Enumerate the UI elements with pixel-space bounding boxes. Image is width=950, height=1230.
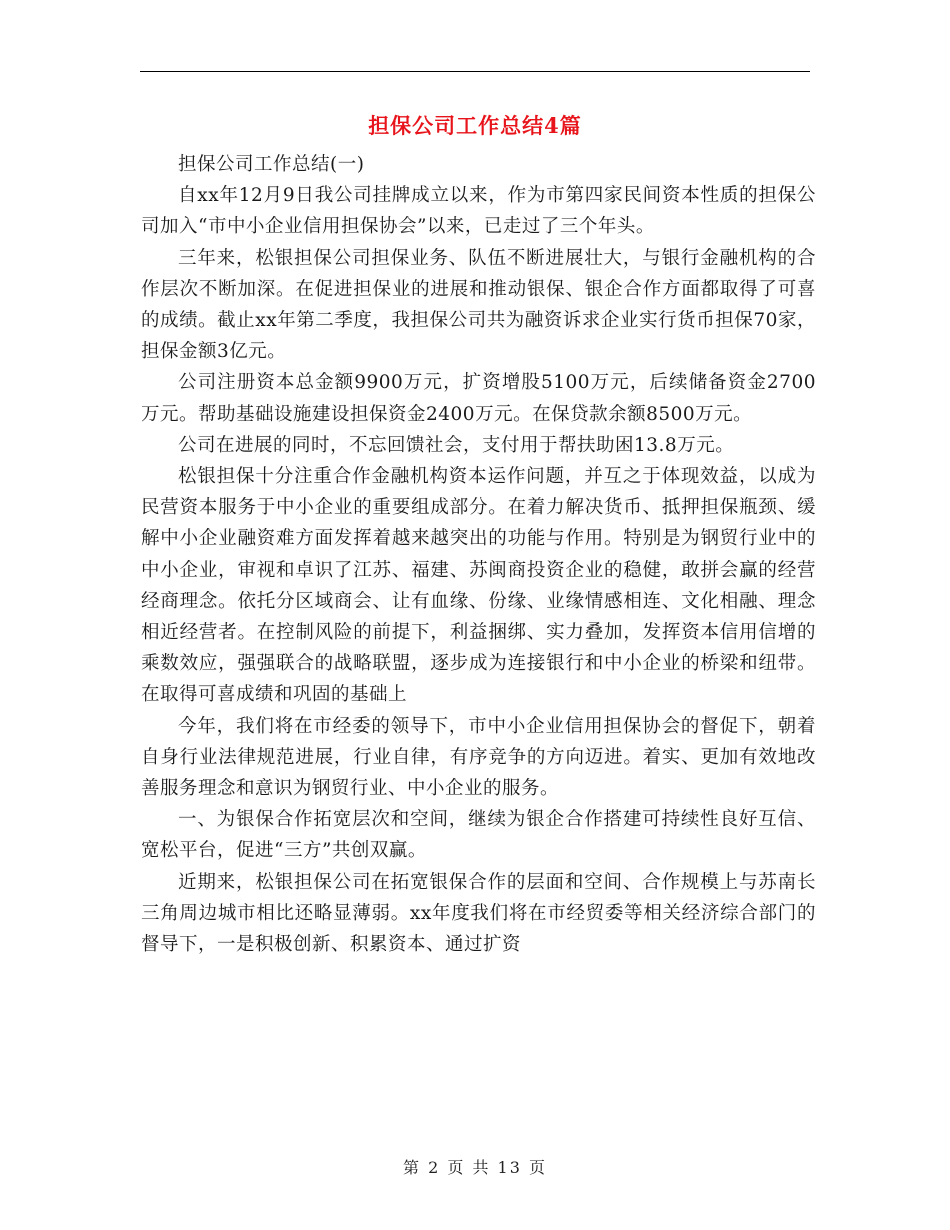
section-heading: 担保公司工作总结(一): [178, 154, 365, 175]
document-title: 担保公司工作总结4篇: [368, 113, 582, 138]
body-paragraph: 公司在进展的同时，不忘回馈社会，支付用于帮扶助困13.8万元。: [178, 434, 735, 456]
document-body: [141, 149, 816, 960]
header-rule: [140, 71, 810, 72]
body-paragraph: 自xx年12月9日我公司挂牌成立以来，作为市第四家民间资本性质的担保公司加入“市中小企业信用担保协会”以来，已走过了三个年头。: [141, 185, 816, 238]
body-paragraph: 三年来，松银担保公司担保业务、队伍不断进展壮大，与银行金融机构的合作层次不断加深。在促进担保业的进展和推动银保、银企合作方面都取得了可喜的成绩。截止xx年第二季度，我担保公司共为融资诉求企业实行货币担保70家，担保金额3亿元。: [141, 247, 816, 363]
body-paragraph: 近期来，松银担保公司在拓宽银保合作的层面和空间、合作规模上与苏南长三角周边城市相比还略显薄弱。xx年度我们将在市经贸委等相关经济综合部门的督导下，一是积极创新、积累资本、通过扩资: [141, 871, 816, 956]
body-paragraph: 松银担保十分注重合作金融机构资本运作问题，并互之于体现效益，以成为民营资本服务于中小企业的重要组成部分。在着力解决货币、抵押担保瓶颈、缓解中小企业融资难方面发挥着越来越突出的功能与作用。特别是为钢贸行业中的中小企业，审视和卓识了江苏、福建、苏闽商投资企业的稳健，敢拼会赢的经营经商理念。依托分区域商会、让有血缘、份缘、业缘情感相连、文化相融、理念相近经营者。在控制风险的前提下，利益捆绑、实力叠加，发挥资本信用信增的乘数效应，强强联合的战略联盟，逐步成为连接银行和中小企业的桥梁和纽带。在取得可喜成绩和巩固的基础上: [141, 466, 816, 706]
page-number: 第 2 页 共 13 页: [403, 1158, 547, 1177]
body-paragraph: 一、为银保合作拓宽层次和空间，继续为银企合作搭建可持续性良好互信、宽松平台，促进“三方”共创双赢。: [141, 809, 816, 862]
body-paragraph: 公司注册资本总金额9900万元，扩资增股5100万元，后续储备资金2700万元。帮助基础设施建设担保资金2400万元。在保贷款余额8500万元。: [141, 372, 816, 425]
body-paragraph: 今年，我们将在市经委的领导下，市中小企业信用担保协会的督促下，朝着自身行业法律规范进展，行业自律，有序竞争的方向迈进。着实、更加有效地改善服务理念和意识为钢贸行业、中小企业的服务。: [141, 715, 816, 800]
